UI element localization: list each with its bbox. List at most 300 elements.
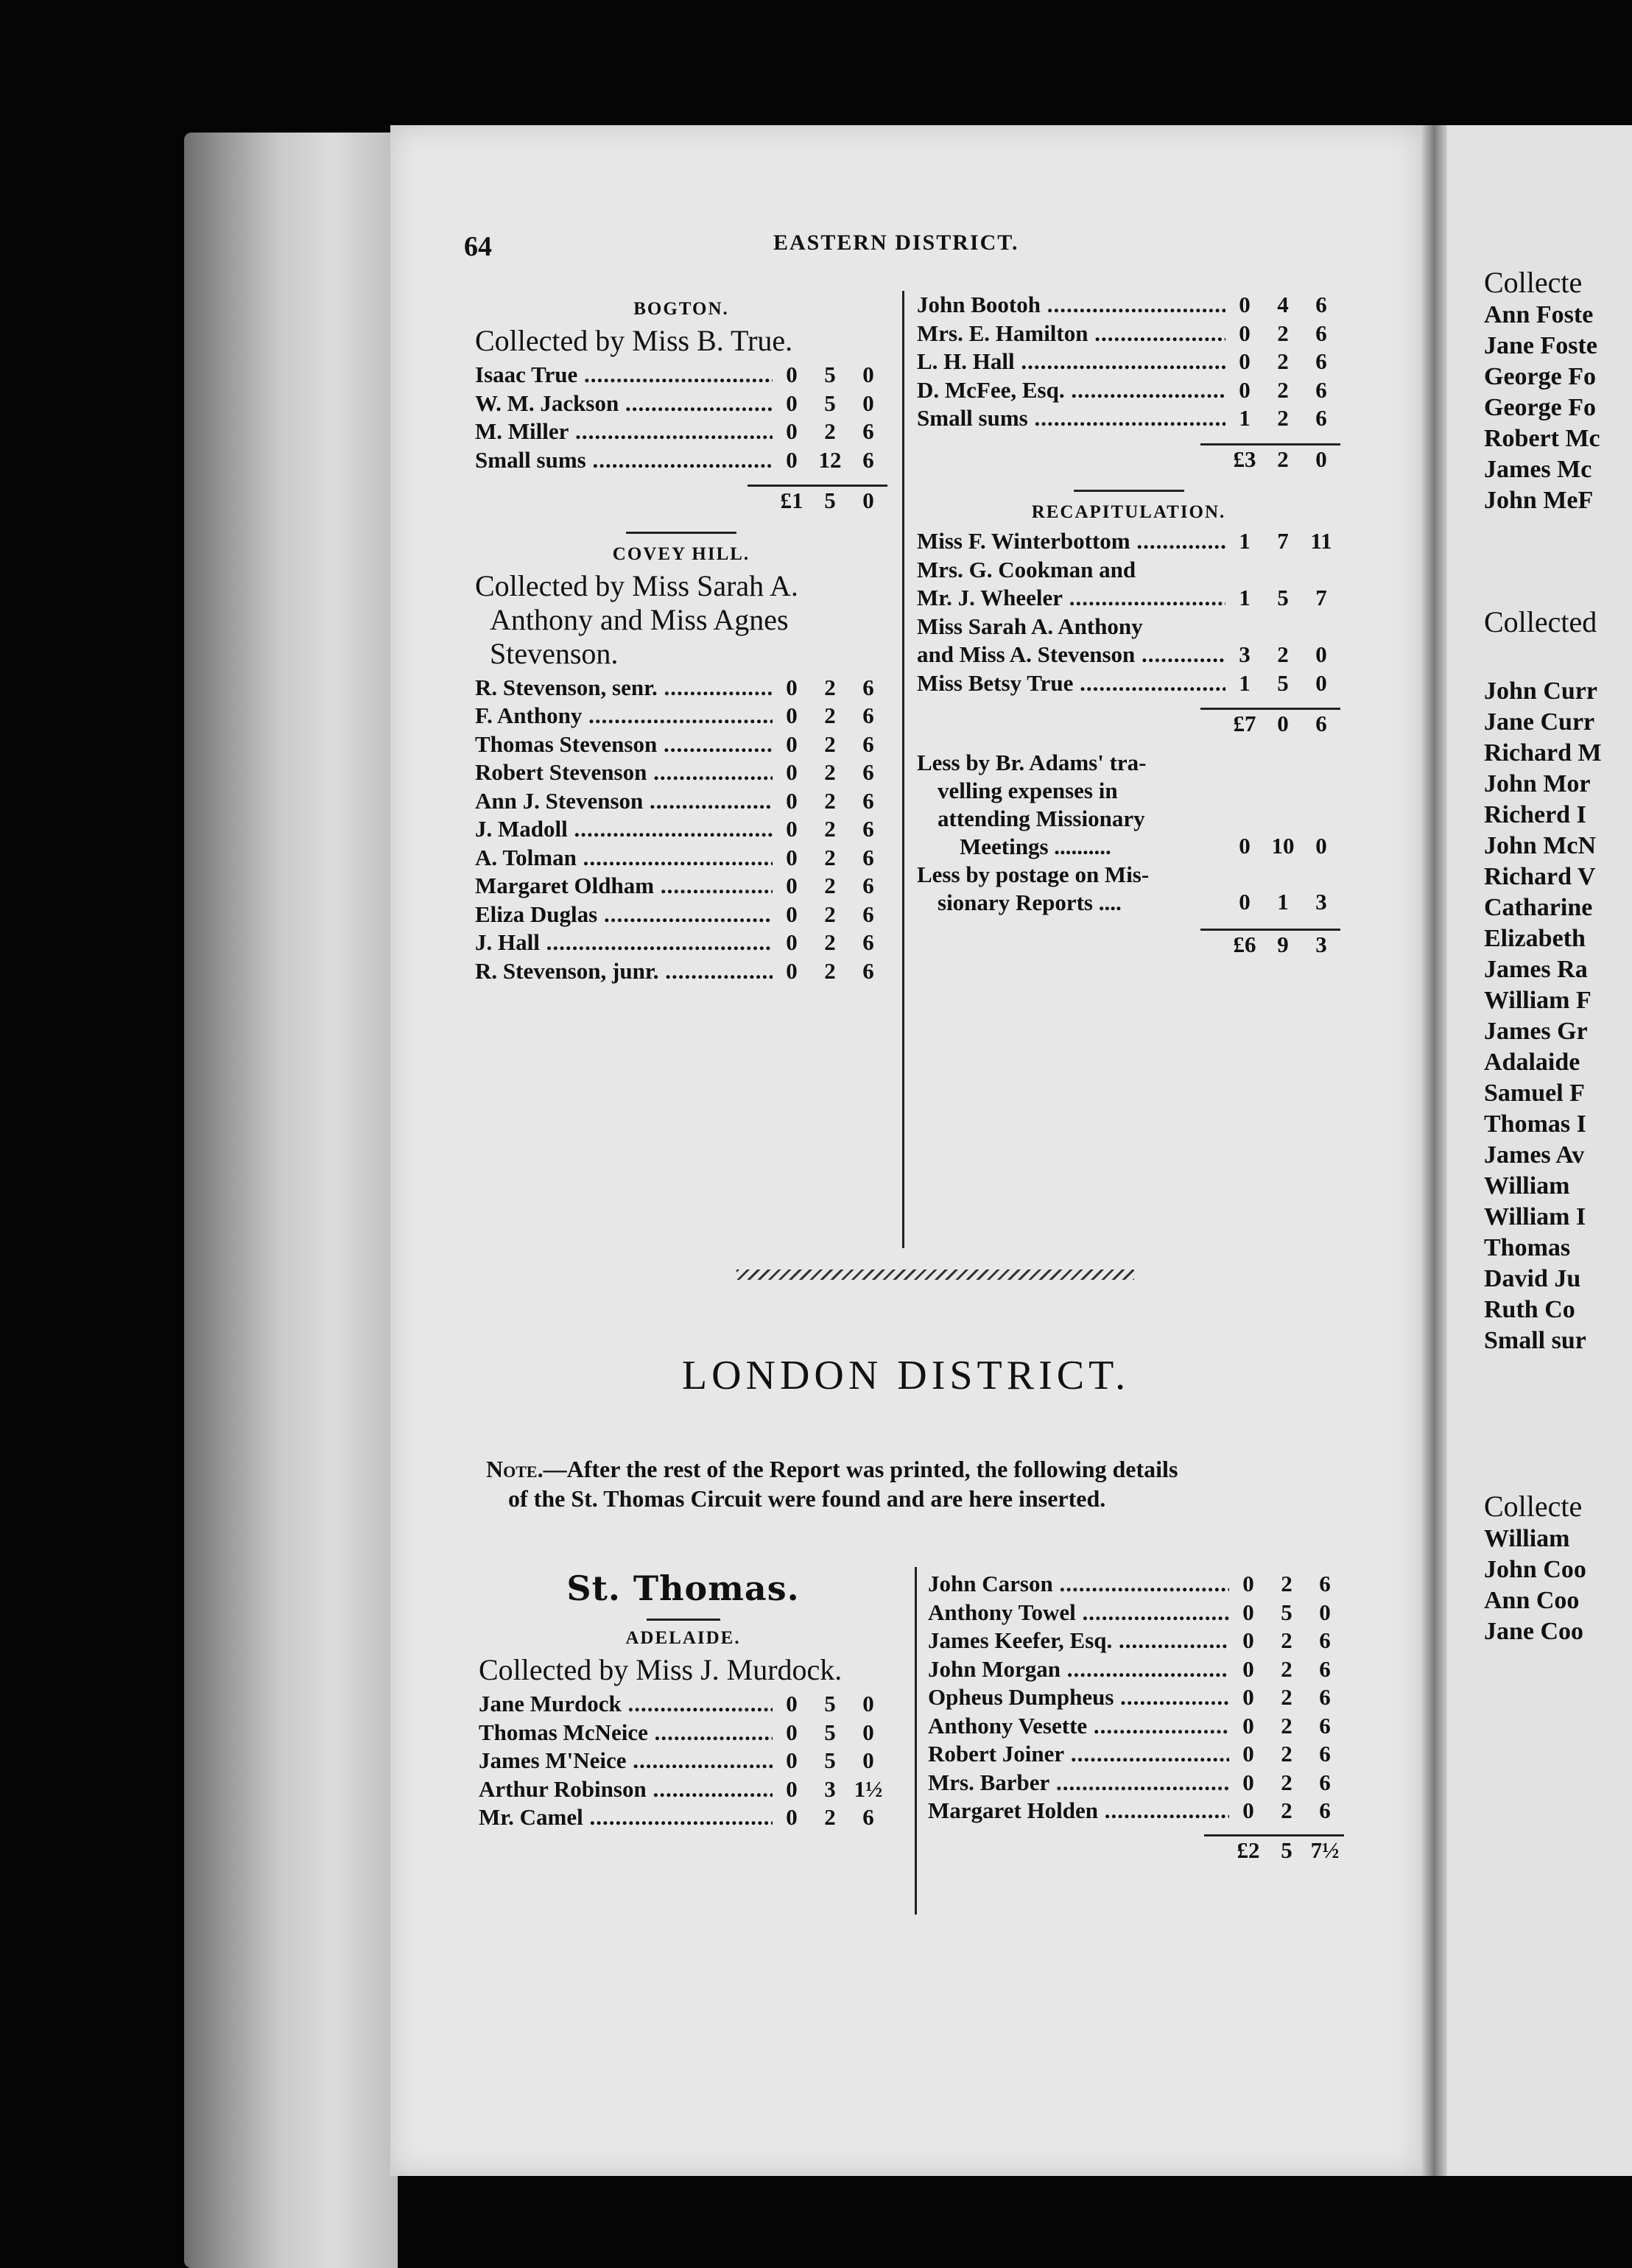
entry-name: James M'Neice .....	[479, 1747, 773, 1775]
amount-s: 2	[824, 787, 836, 814]
entry-name: Opheus Dumpheus .....	[928, 1683, 1229, 1712]
covey-collector-line3: Stevenson.	[490, 636, 619, 670]
amount-l: 3	[1239, 641, 1251, 667]
entry-name: Mrs. G. Cookman and	[917, 556, 1136, 582]
amount-l: 0	[1242, 1797, 1254, 1823]
amount-d: 0	[862, 1719, 874, 1745]
subtotal-d: 6	[1315, 711, 1327, 736]
amount-s: 2	[1277, 405, 1289, 431]
amount-d: 6	[862, 702, 874, 728]
list-item	[475, 815, 887, 844]
subtotal-s: 0	[1277, 711, 1289, 736]
entry-name: Margaret Oldham .....	[475, 872, 773, 901]
amount-l: 1	[1239, 405, 1251, 431]
amount-s: 3	[824, 1775, 836, 1802]
entry-name: James Keefer, Esq. .....	[928, 1627, 1229, 1655]
total-s: 5	[824, 487, 836, 513]
facing-entry: John Coo	[1484, 1556, 1586, 1583]
facing-entry: William	[1484, 1525, 1570, 1552]
facing-heading-1: Collecte	[1484, 266, 1583, 299]
section-divider	[736, 1269, 1134, 1280]
amount-d: 0	[862, 362, 874, 387]
amount-d: 6	[862, 957, 874, 984]
amount-s: 2	[824, 1804, 836, 1830]
amount-l: 0	[1239, 348, 1251, 374]
facing-entry: James Gr	[1484, 1018, 1588, 1045]
facing-page	[1447, 125, 1632, 2176]
amount-s: 2	[1281, 1769, 1292, 1795]
adelaide-list-left	[479, 1690, 887, 1832]
running-head: EASTERN DISTRICT.	[773, 230, 1019, 255]
amount-s: 2	[1281, 1571, 1292, 1596]
amount-l: 1	[1239, 669, 1251, 696]
list-item	[475, 674, 887, 702]
facing-entry: John MeF	[1484, 487, 1594, 514]
entry-name: John Carson .....	[928, 1570, 1229, 1599]
less2-l: 0	[1239, 889, 1251, 915]
amount-d: 6	[1319, 1741, 1331, 1767]
amount-s: 5	[1277, 669, 1289, 696]
list-item	[917, 556, 1340, 585]
facing-entry: Samuel F	[1484, 1080, 1585, 1107]
list-item	[475, 787, 887, 816]
facing-entry: James Ra	[1484, 956, 1588, 983]
amount-l: 0	[786, 1691, 798, 1716]
amount-l: 0	[786, 1719, 798, 1745]
amount-l: 0	[1242, 1599, 1254, 1625]
amount-l: 0	[786, 873, 798, 898]
amount-l: 0	[786, 957, 798, 984]
covey-continued-list	[917, 291, 1340, 433]
amount-l: 0	[786, 816, 798, 842]
entry-name: Miss F. Winterbottom .....	[917, 527, 1225, 556]
total-s: 2	[1277, 446, 1289, 472]
amount-l: 1	[1239, 585, 1251, 610]
amount-s: 2	[1281, 1712, 1292, 1739]
entry-name: L. H. Hall .....	[917, 348, 1225, 376]
amount-d: 6	[1319, 1712, 1331, 1739]
entry-name: M. Miller .....	[475, 418, 773, 446]
facing-entry: Elizabeth	[1484, 925, 1586, 952]
amount-d: 11	[1310, 528, 1332, 554]
list-item	[917, 613, 1340, 641]
facing-entry: Jane Foste	[1484, 332, 1597, 359]
amount-d: 6	[1315, 405, 1327, 431]
amount-s: 5	[1277, 585, 1289, 610]
covey-hill-heading: COVEY HILL.	[612, 543, 750, 564]
amount-s: 5	[824, 390, 836, 416]
amount-l: 1	[1239, 528, 1251, 554]
entry-name: John Morgan .....	[928, 1655, 1229, 1684]
facing-entry: Thomas	[1484, 1234, 1571, 1261]
amount-l: 0	[1239, 292, 1251, 317]
section-rule	[1074, 490, 1184, 492]
list-item	[928, 1683, 1344, 1712]
london-district-title: LONDON DISTRICT.	[681, 1353, 1130, 1398]
facing-entry: Robert Mc	[1484, 425, 1600, 452]
amount-s: 2	[824, 674, 836, 700]
less2-d: 3	[1315, 889, 1327, 915]
amount-s: 5	[824, 1691, 836, 1716]
total-l: £6	[1233, 931, 1256, 957]
facing-entry: Jane Curr	[1484, 708, 1595, 736]
page-number: 64	[464, 231, 492, 262]
entry-name: F. Anthony .....	[475, 702, 773, 730]
facing-heading-2: Collected	[1484, 605, 1597, 638]
list-item	[479, 1719, 887, 1747]
amount-l: 0	[1242, 1741, 1254, 1767]
entry-name: J. Hall .....	[475, 929, 773, 957]
amount-s: 7	[1277, 528, 1289, 554]
total-d: 7½	[1310, 1836, 1340, 1863]
facing-entry: Richard M	[1484, 739, 1602, 767]
list-item	[475, 901, 887, 929]
list-item	[917, 527, 1340, 556]
covey-collector-line2: Anthony and Miss Agnes	[490, 602, 789, 636]
amount-s: 2	[824, 901, 836, 927]
facing-list-2	[1447, 676, 1632, 1356]
amount-d: 6	[862, 787, 874, 814]
facing-entry: Richard V	[1484, 863, 1596, 890]
adelaide-collector: Collected by Miss J. Murdock.	[479, 1653, 843, 1686]
amount-l: 0	[786, 702, 798, 728]
amount-s: 12	[818, 446, 842, 473]
amount-d: 1½	[854, 1775, 883, 1802]
right-column	[917, 291, 1340, 959]
amount-s: 2	[824, 957, 836, 984]
less2-s: 1	[1277, 889, 1289, 915]
recap-subtotal	[917, 710, 1340, 739]
amount-s: 5	[824, 1747, 836, 1773]
list-item	[917, 584, 1340, 613]
list-item	[479, 1690, 887, 1719]
amount-s: 2	[824, 702, 836, 728]
amount-s: 2	[1277, 348, 1289, 374]
facing-entry: Adalaide	[1484, 1049, 1580, 1076]
entry-name: Jane Murdock .....	[479, 1690, 773, 1719]
amount-d: 0	[1315, 669, 1327, 696]
list-item	[917, 376, 1340, 405]
facing-entry: George Fo	[1484, 363, 1596, 390]
list-item	[475, 418, 887, 446]
amount-s: 2	[824, 759, 836, 785]
entry-name: Miss Sarah A. Anthony	[917, 613, 1143, 639]
list-item	[928, 1570, 1344, 1599]
less1-l: 0	[1239, 833, 1251, 859]
bogton-collector: Collected by Miss B. True.	[475, 324, 793, 357]
list-item	[475, 446, 887, 475]
amount-d: 6	[1319, 1655, 1331, 1682]
amount-l: 0	[786, 844, 798, 870]
total-d: 0	[1315, 446, 1327, 472]
left-page	[390, 125, 1421, 2176]
facing-heading-3: Collecte	[1484, 1490, 1583, 1523]
left-column	[475, 296, 887, 985]
amount-l: 0	[786, 418, 798, 444]
amount-l	[1225, 556, 1264, 585]
entry-name: Margaret Holden .....	[928, 1797, 1229, 1825]
amount-d: 6	[1319, 1769, 1331, 1795]
amount-l: 0	[786, 390, 798, 416]
amount-d	[1302, 556, 1340, 585]
amount-s	[1264, 613, 1302, 641]
column-rule-bottom	[915, 1567, 917, 1915]
bogton-list	[475, 361, 887, 474]
list-item	[917, 348, 1340, 376]
entry-name: Miss Betsy True .....	[917, 669, 1225, 698]
entry-name: Eliza Duglas .....	[475, 901, 773, 929]
amount-d: 7	[1315, 585, 1327, 610]
london-right-column	[928, 1570, 1344, 1864]
amount-d: 6	[1319, 1627, 1331, 1653]
entry-name: J. Madoll .....	[475, 815, 773, 844]
covey-hill-list	[475, 674, 887, 986]
amount-s: 2	[1281, 1684, 1292, 1710]
recap-less1	[917, 749, 1340, 861]
list-item	[479, 1747, 887, 1775]
recap-list	[917, 527, 1340, 697]
amount-s: 2	[824, 873, 836, 898]
amount-d: 0	[1315, 641, 1327, 667]
amount-l: 0	[786, 1804, 798, 1830]
entry-name: Mrs. E. Hamilton .....	[917, 320, 1225, 348]
entry-name: John Bootoh .....	[917, 291, 1225, 320]
adelaide-heading: ADELAIDE.	[625, 1628, 741, 1648]
entry-name: Thomas Stevenson .....	[475, 730, 773, 759]
column-rule-top	[902, 291, 904, 1248]
list-item	[917, 320, 1340, 348]
entry-name: Mr. Camel .....	[479, 1803, 773, 1832]
amount-l: 0	[786, 759, 798, 785]
amount-d: 6	[1315, 320, 1327, 346]
facing-entry: Ann Foste	[1484, 301, 1594, 328]
amount-d: 0	[1319, 1599, 1331, 1625]
entry-name: Thomas McNeice .....	[479, 1719, 773, 1747]
subtotal-l: £7	[1233, 711, 1256, 736]
less1-s: 10	[1271, 833, 1295, 859]
amount-s	[1264, 556, 1302, 585]
entry-name: Mrs. Barber .....	[928, 1769, 1229, 1797]
entry-name: Robert Stevenson .....	[475, 758, 773, 787]
list-item	[475, 390, 887, 418]
amount-s: 5	[1281, 1599, 1292, 1625]
amount-d	[1302, 613, 1340, 641]
facing-entry: Ann Coo	[1484, 1587, 1580, 1614]
entry-name: Robert Joiner .....	[928, 1740, 1229, 1769]
entry-name: Anthony Vesette .....	[928, 1712, 1229, 1741]
list-item	[479, 1803, 887, 1832]
entry-name: R. Stevenson, junr. .....	[475, 957, 773, 986]
amount-s: 2	[824, 418, 836, 444]
list-item	[479, 1775, 887, 1804]
amount-d: 6	[862, 759, 874, 785]
amount-l: 0	[786, 787, 798, 814]
entry-name: D. McFee, Esq. .....	[917, 376, 1225, 405]
entry-name: Anthony Towel .....	[928, 1599, 1229, 1627]
adelaide-list-right	[928, 1570, 1344, 1825]
amount-d: 6	[862, 446, 874, 473]
facing-entry: John McN	[1484, 832, 1597, 859]
amount-l: 0	[786, 929, 798, 955]
book-page-edges	[184, 133, 398, 2268]
list-item	[917, 404, 1340, 433]
facing-entry: John Curr	[1484, 677, 1597, 705]
amount-d: 6	[1315, 292, 1327, 317]
amount-l: 0	[1242, 1655, 1254, 1682]
note-text-line2: of the St. Thomas Circuit were found and are here inserted.	[508, 1485, 1106, 1512]
list-item	[917, 641, 1340, 669]
amount-l: 0	[1242, 1684, 1254, 1710]
amount-d: 6	[1319, 1571, 1331, 1596]
list-item	[475, 702, 887, 730]
amount-l: 0	[1242, 1769, 1254, 1795]
amount-l: 0	[1239, 376, 1251, 403]
facing-entry: Richerd I	[1484, 801, 1586, 828]
amount-l: 0	[1242, 1712, 1254, 1739]
amount-s: 2	[824, 929, 836, 955]
amount-l: 0	[1239, 320, 1251, 346]
facing-entry: William	[1484, 1172, 1570, 1200]
amount-l: 0	[786, 674, 798, 700]
entry-name: W. M. Jackson .....	[475, 390, 773, 418]
amount-s: 2	[824, 816, 836, 842]
amount-s: 2	[1281, 1627, 1292, 1653]
less1-label: Less by Br. Adams' tra- velling expenses in attending Missionary Meetings ..........	[917, 749, 1147, 859]
total-d: 3	[1315, 931, 1327, 957]
amount-s: 5	[824, 362, 836, 387]
amount-d: 0	[862, 1747, 874, 1773]
list-item	[928, 1599, 1344, 1627]
total-s: 5	[1281, 1836, 1292, 1863]
amount-d: 6	[862, 816, 874, 842]
amount-l	[1225, 613, 1264, 641]
amount-d: 6	[1319, 1797, 1331, 1823]
total-s: 9	[1277, 931, 1289, 957]
amount-l: 0	[786, 730, 798, 757]
amount-d: 0	[862, 1691, 874, 1716]
amount-l: 0	[786, 1775, 798, 1802]
book-gutter	[1421, 125, 1447, 2176]
entry-name: Isaac True .....	[475, 361, 773, 390]
st-thomas-heading: St. Thomas.	[566, 1568, 800, 1608]
list-item	[475, 844, 887, 873]
amount-l: 0	[1242, 1627, 1254, 1653]
amount-d: 6	[1315, 376, 1327, 403]
section-rule	[647, 1619, 720, 1621]
amount-s: 4	[1277, 292, 1289, 317]
facing-entry: John Mor	[1484, 770, 1591, 797]
facing-entry: Catharine	[1484, 894, 1593, 921]
list-item	[928, 1769, 1344, 1797]
amount-d: 6	[862, 418, 874, 444]
amount-d: 6	[862, 873, 874, 898]
bogton-heading: BOGTON.	[633, 299, 729, 319]
facing-entry: Small sur	[1484, 1327, 1586, 1354]
amount-d: 6	[862, 901, 874, 927]
amount-d: 6	[862, 1804, 874, 1830]
facing-entry: George Fo	[1484, 394, 1596, 421]
recap-less2	[917, 861, 1340, 917]
note-text-line1: —After the rest of the Report was printed, the following details	[543, 1456, 1178, 1482]
list-item	[475, 758, 887, 787]
amount-s: 2	[1281, 1741, 1292, 1767]
list-item	[928, 1797, 1344, 1825]
total-d: 0	[862, 487, 874, 513]
adelaide-total	[928, 1836, 1344, 1865]
list-item	[475, 957, 887, 986]
recap-heading: RECAPITULATION.	[1031, 502, 1226, 522]
entry-name: Small sums .....	[475, 446, 773, 475]
amount-d: 6	[862, 674, 874, 700]
facing-entry: William F	[1484, 987, 1591, 1014]
covey-total	[917, 446, 1340, 474]
facing-entry: David Ju	[1484, 1265, 1581, 1292]
bogton-total	[475, 487, 887, 515]
amount-d: 6	[1319, 1684, 1331, 1710]
list-item	[475, 929, 887, 957]
list-item	[928, 1712, 1344, 1741]
amount-d: 6	[862, 844, 874, 870]
amount-s: 2	[824, 730, 836, 757]
total-l: £3	[1233, 446, 1256, 472]
amount-s: 2	[1281, 1797, 1292, 1823]
section-rule	[626, 532, 736, 534]
list-item	[475, 730, 887, 759]
facing-list-3	[1447, 1524, 1632, 1647]
london-left-column	[479, 1554, 887, 1832]
facing-list-1	[1447, 300, 1632, 516]
entry-name: A. Tolman .....	[475, 844, 773, 873]
facing-entry: James Av	[1484, 1141, 1585, 1169]
amount-s: 2	[824, 844, 836, 870]
amount-s: 2	[1277, 320, 1289, 346]
note-paragraph	[486, 1454, 1362, 1513]
total-l: £1	[780, 487, 803, 513]
amount-s: 2	[1277, 641, 1289, 667]
facing-entry: Ruth Co	[1484, 1296, 1575, 1323]
facing-entry: James Mc	[1484, 456, 1592, 483]
less1-d: 0	[1315, 833, 1327, 859]
amount-d: 0	[862, 390, 874, 416]
amount-s: 5	[824, 1719, 836, 1745]
total-l: £2	[1237, 1836, 1260, 1863]
entry-name: R. Stevenson, senr. .....	[475, 674, 773, 702]
amount-l: 0	[786, 901, 798, 927]
amount-s: 2	[1281, 1655, 1292, 1682]
list-item	[928, 1655, 1344, 1684]
amount-s: 2	[1277, 376, 1289, 403]
entry-name: Arthur Robinson .....	[479, 1775, 773, 1804]
facing-entry: Thomas I	[1484, 1110, 1586, 1138]
amount-d: 6	[1315, 348, 1327, 374]
list-item	[475, 872, 887, 901]
recap-total	[917, 931, 1340, 959]
note-label: Note.	[486, 1456, 544, 1482]
entry-name: Small sums .....	[917, 404, 1225, 433]
amount-d: 6	[862, 929, 874, 955]
entry-name: and Miss A. Stevenson .....	[917, 641, 1225, 669]
amount-l: 0	[786, 1747, 798, 1773]
facing-entry: William I	[1484, 1203, 1586, 1230]
list-item	[917, 669, 1340, 698]
list-item	[917, 291, 1340, 320]
less2-label: Less by postage on Mis- sionary Reports ....	[917, 861, 1150, 915]
covey-collector-line1: Collected by Miss Sarah A.	[475, 568, 798, 602]
list-item	[475, 361, 887, 390]
amount-l: 0	[786, 446, 798, 473]
amount-l: 0	[786, 362, 798, 387]
list-item	[928, 1627, 1344, 1655]
